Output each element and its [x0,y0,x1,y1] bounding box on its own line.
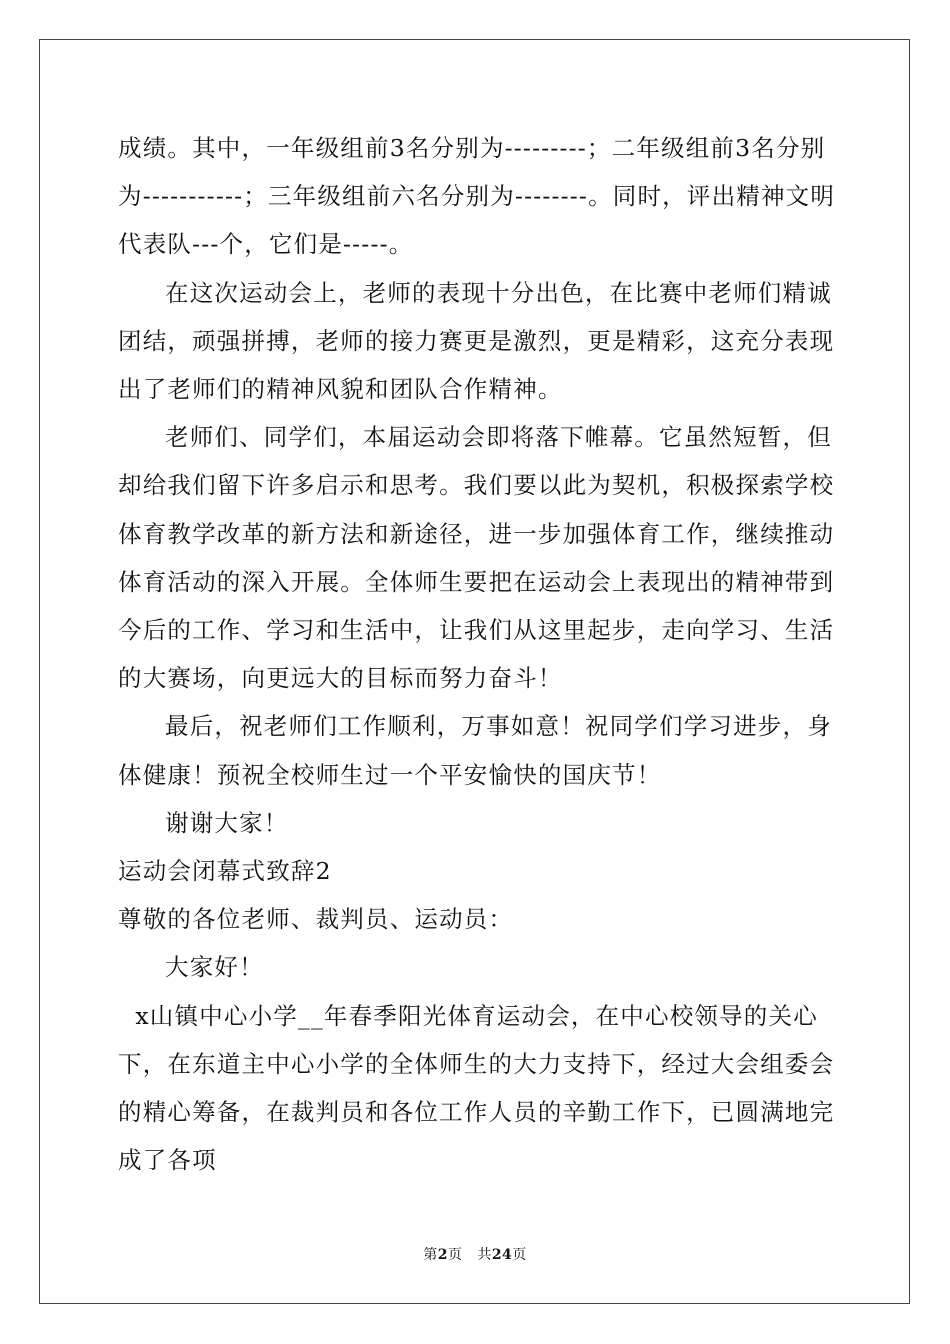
paragraph: 最后，祝老师们工作顺利，万事如意！祝同学们学习进步，身体健康！预祝全校师生过一个平安愉快的国庆节！ [118,712,832,789]
total-prefix: 共 [477,1247,492,1263]
page-number: 2 [437,1247,448,1263]
paragraph: x山镇中心小学__年春季阳光体育运动会，在中心校领导的关心下，在东道主中心小学的全体师生的大力支持下，经过大会组委会的精心筹备，在裁判员和各位工作人员的辛勤工作下，已圆满地完成了各项 [118,1001,835,1175]
salutation: 尊敬的各位老师、裁判员、运动员： [118,905,514,934]
section-title: 运动会闭幕式致辞2 [118,857,332,886]
greeting: 大家好！ [165,953,264,982]
total-pages: 24 [491,1247,513,1263]
paragraph: 成绩。其中，一年级组前3名分别为---------；二年级组前3名分别为-----------；三年级组前六名分别为--------。同时，评出精神文明代表队---个，它们是-----。 [118,134,836,259]
total-suffix: 页 [512,1247,527,1263]
paragraph: 老师们、同学们，本届运动会即将落下帷幕。它虽然短暂，但却给我们留下许多启示和思考。我们要以此为契机，积极探索学校体育教学改革的新方法和新途径，进一步加强体育工作，继续推动体育活动的深入开展。全体师生要把在运动会上表现出的精神带到今后的工作、学习和生活中，让我们从这里起步，走向学习、生活的大赛场，向更远大的目标而努力奋斗！ [118,423,835,693]
page-footer [0,1244,950,1264]
document-body [118,124,838,1184]
page-suffix: 页 [447,1247,463,1263]
paragraph: 在这次运动会上，老师的表现十分出色，在比赛中老师们精诚团结，顽强拼搏，老师的接力赛更是激烈，更是精彩，这充分表现出了老师们的精神风貌和团队合作精神。 [118,278,835,404]
page-prefix: 第 [423,1247,438,1263]
paragraph: 谢谢大家！ [165,808,289,837]
